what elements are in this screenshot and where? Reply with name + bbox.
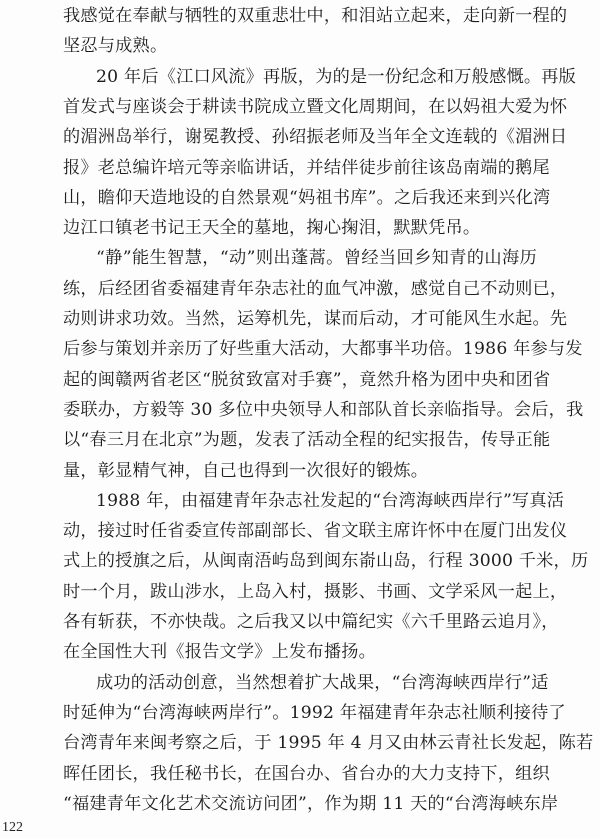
text-line: 时延伸为“台湾海峡两岸行”。1992 年福建青年杂志社顺利接待了 [63,702,566,723]
text-line: 我感觉在奉献与牺牲的双重悲壮中，和泪站立起来，走向新一程的 [63,6,568,26]
text-line: 晖任团长，我任秘书长，在国台办、省台办的大力支持下，组织 [63,763,550,784]
text-line: 在全国性大刊《报告文学》上发布播扬。 [63,642,376,663]
text-line: 各有斩获，不亦快哉。之后我又以中篇纪实《六千里路云追月》， [63,612,559,632]
text-line: 20 年后《江口风流》再版，为的是一份纪念和万般感慨。再版 [96,66,577,87]
text-line: 动则讲求功效。当然，运筹机先，谋而后动，才可能风生水起。先 [63,309,568,329]
text-line: 委联办，方毅等 30 多位中央领导人和部队首长亲临指导。会后，我 [63,399,584,420]
text-line: 成功的活动创意，当然想着扩大战果，“台湾海峡西岸行”适 [96,672,549,693]
text-line: 以“春三月在北京”为题，发表了活动全程的纪实报告，传导正能 [63,430,551,451]
text-line: 时一个月，跋山涉水，上岛入村，摄影、书画、文学采风一起上， [63,581,568,602]
text-line: 练，后经团省委福建青年杂志社的血气冲激，感觉自己不动则已， [63,278,568,299]
text-line: 报》老总编许培元等亲临讲话，并结伴徒步前往该岛南端的鹅尾 [63,157,550,178]
text-line: 边江口镇老书记王天全的墓地，掬心掬泪，默默凭吊。 [63,218,481,239]
text-line: “静”能生智慧，“动”则出蓬蒿。曾经当回乡知青的山海历 [96,248,537,269]
text-line: 坚忍与成熟。 [63,36,168,57]
text-line: 起的闽赣两省老区“脱贫致富对手赛”，竟然升格为团中央和团省 [63,369,551,390]
text-line: “福建青年文化艺术交流访问团”，作为期 11 天的“台湾海峡东岸 [63,793,559,814]
text-line: 山，瞻仰天造地设的自然景观“妈祖书库”。之后我还来到兴化湾 [63,187,551,208]
text-line: 1988 年，由福建青年杂志社发起的“台湾海峡西岸行”写真活 [96,490,565,511]
page-number: 122 [2,820,23,835]
text-line: 的湄洲岛举行，谢冕教授、孙绍振老师及当年全文连载的《湄洲日 [63,127,568,148]
text-line: 量，彰显精气神，自己也得到一次很好的锻炼。 [63,460,429,481]
text-line: 式上的授旗之后，从闽南浯屿岛到闽东嵛山岛，行程 3000 千米，历 [63,551,589,572]
text-line: 首发式与座谈会于耕读书院成立暨文化周期间，在以妈祖大爱为怀 [63,96,568,117]
text-line: 后参与策划并亲历了好些重大活动，大都事半功倍。1986 年参与发 [63,339,583,360]
text-line: 台湾青年来闽考察之后，于 1995 年 4 月又由林云青社长发起，陈若 [63,733,594,754]
text-line: 动，接过时任省委宣传部副部长、省文联主席许怀中在厦门出发仪 [63,521,568,542]
